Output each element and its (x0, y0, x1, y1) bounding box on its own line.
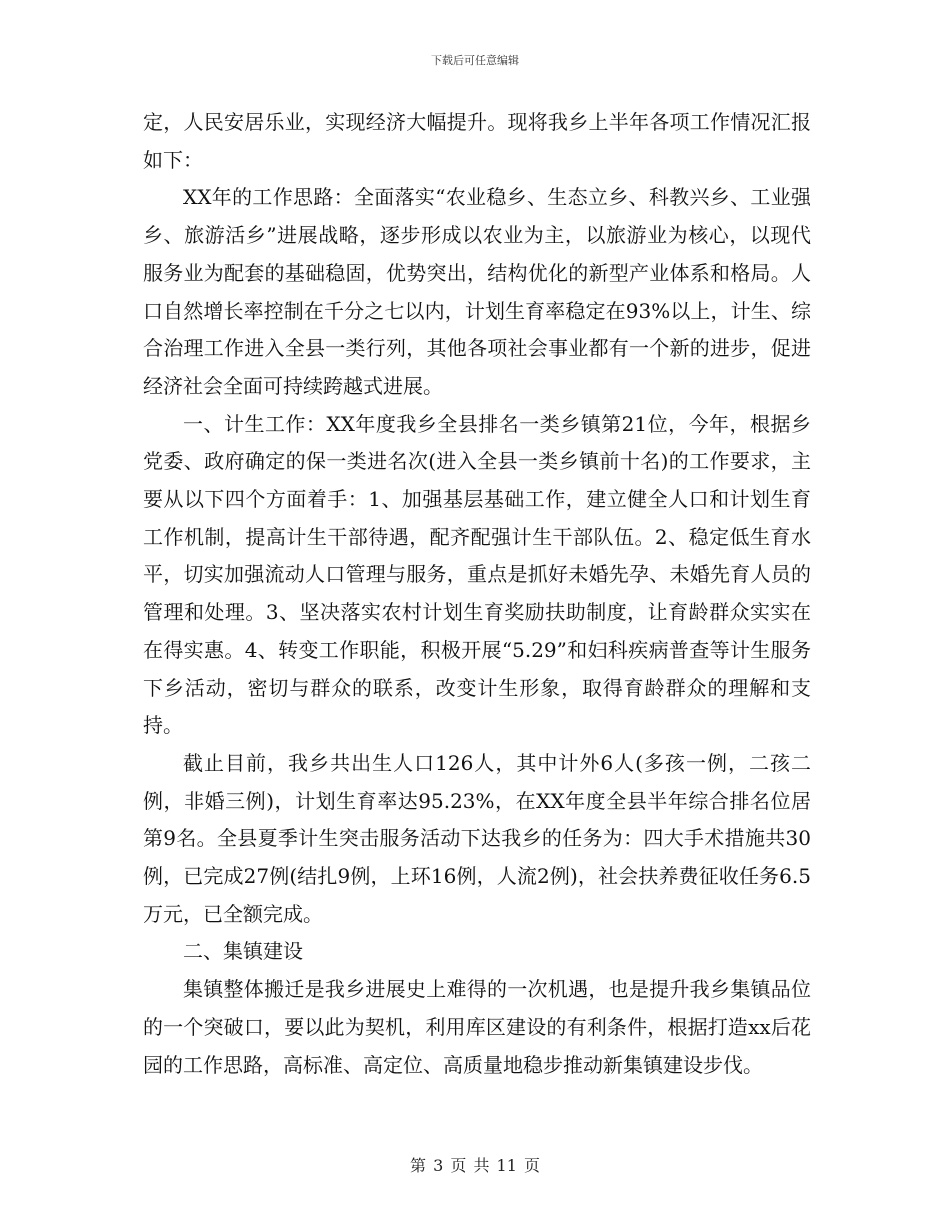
section-heading-town-construction: 二、集镇建设 (183, 939, 303, 964)
paragraph-continuation: 定，人民安居乐业，实现经济大幅提升。现将我乡上半年各项工作情况汇报如下： (143, 110, 811, 172)
paragraph-statistics: 截止目前，我乡共出生人口126人，其中计外6人(多孩一例，二孩二例，非婚三例)，计划生育率达95.23%，在XX年度全县半年综合排名位居第9名。全县夏季计生突击服务活动下达我乡的任务为：四大手术措施共30例，已完成27例(结扎9例，上环16例，人流2例)，社会扶养费征收任务6.5万元，已全额完成。 (143, 750, 811, 926)
paragraph-family-planning: 一、计生工作：XX年度我乡全县排名一类乡镇第21位，今年，根据乡党委、政府确定的保一类进名次(进入全县一类乡镇前十名)的工作要求，主要从以下四个方面着手：1、加强基层基础工作，建立健全人口和计划生育工作机制，提高计生干部待遇，配齐配强计生干部队伍。2、稳定低生育水平，切实加强流动人口管理与服务，重点是抓好未婚先孕、未婚先育人员的管理和处理。3、坚决落实农村计划生育奖励扶助制度，让育龄群众实实在在得实惠。4、转变工作职能，积极开展“5.29”和妇科疾病普查等计生服务下乡活动，密切与群众的联系，改变计生形象，取得育龄群众的理解和支持。 (143, 411, 811, 738)
paragraph-town-construction: 集镇整体搬迁是我乡进展史上难得的一次机遇，也是提升我乡集镇品位的一个突破口，要以此为契机，利用库区建设的有利条件，根据打造xx后花园的工作思路，高标准、高定位、高质量地稳步推动新集镇建设步伐。 (143, 977, 811, 1077)
document-body (143, 104, 811, 1084)
page-header-note: 下载后可任意编辑 (431, 54, 519, 67)
page-number-footer: 第 3 页 共 11 页 (410, 1156, 540, 1175)
paragraph-work-approach: XX年的工作思路：全面落实“农业稳乡、生态立乡、科教兴乡、工业强乡、旅游活乡”进展战略，逐步形成以农业为主，以旅游业为核心，以现代服务业为配套的基础稳固，优势突出，结构优化的新型产业体系和格局。人口自然增长率控制在千分之七以内，计划生育率稳定在93%以上，计生、综合治理工作进入全县一类行列，其他各项社会事业都有一个新的进步，促进经济社会全面可持续跨越式进展。 (143, 185, 811, 398)
